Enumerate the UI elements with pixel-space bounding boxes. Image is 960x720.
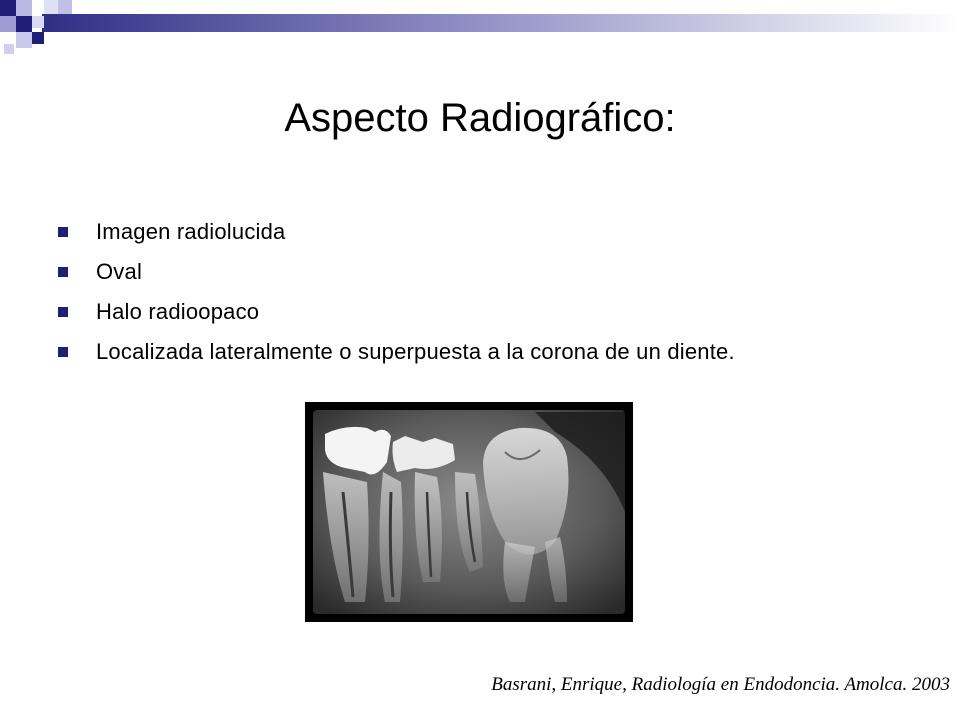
square-bullet-icon bbox=[58, 307, 68, 317]
square-light-5 bbox=[44, 0, 58, 14]
bullet-text: Imagen radiolucida bbox=[96, 219, 286, 244]
slide-header-decoration bbox=[0, 0, 960, 60]
square-dark-2 bbox=[16, 16, 32, 32]
bullet-text: Localizada lateralmente o superpuesta a la corona de un diente. bbox=[96, 339, 735, 364]
bullet-item bbox=[58, 298, 848, 325]
square-light-3 bbox=[16, 32, 32, 48]
square-dark-3 bbox=[32, 32, 44, 44]
xray-image-icon bbox=[305, 402, 633, 622]
square-light-1 bbox=[16, 0, 32, 16]
square-light-4 bbox=[32, 16, 44, 28]
square-light-6 bbox=[58, 0, 72, 14]
slide-title: Aspecto Radiográfico: bbox=[284, 96, 676, 140]
square-bullet-icon bbox=[58, 267, 68, 277]
dental-radiograph-image bbox=[305, 402, 633, 622]
square-light-2 bbox=[0, 16, 16, 32]
bullet-text: Halo radioopaco bbox=[96, 299, 260, 324]
citation-reference: Basrani, Enrique, Radiología en Endodoncia. Amolca. 2003 bbox=[491, 674, 950, 695]
bullet-item bbox=[58, 258, 848, 285]
bullet-item bbox=[58, 218, 848, 245]
bullet-item bbox=[58, 338, 848, 365]
square-light-7 bbox=[4, 44, 14, 54]
square-bullet-icon bbox=[58, 347, 68, 357]
square-bullet-icon bbox=[58, 227, 68, 237]
header-gradient-bar bbox=[0, 0, 960, 60]
bullet-list bbox=[58, 218, 848, 378]
square-dark-1 bbox=[0, 0, 16, 16]
bullet-text: Oval bbox=[96, 259, 143, 284]
